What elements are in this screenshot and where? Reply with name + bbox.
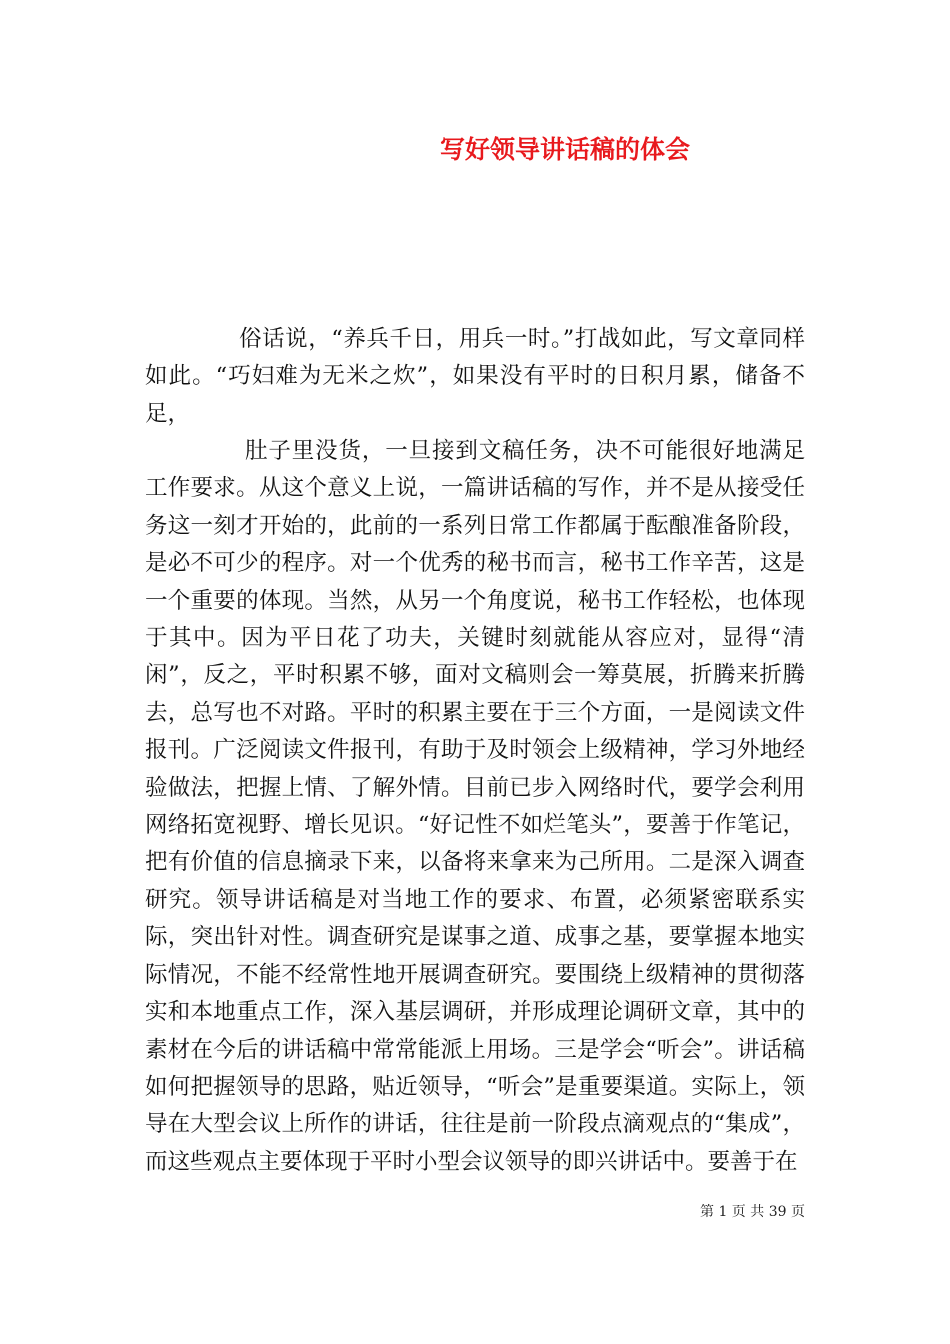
page-number-footer: 第 1 页 共 39 页 [700, 1204, 805, 1220]
body-paragraph-1: 俗话说，“养兵千日，用兵一时。”打战如此，写文章同样如此。“巧妇难为无米之炊”，如果没有平时的日积月累，储备不足， [145, 326, 805, 427]
body-paragraph-2: 肚子里没货，一旦接到文稿任务，决不可能很好地满足工作要求。从这个意义上说，一篇讲话稿的写作，并不是从接受任务这一刻才开始的，此前的一系列日常工作都属于酝酿准备阶段，是必不可少的程序。对一个优秀的秘书而言，秘书工作辛苦，这是一个重要的体现。当然，从另一个角度说，秘书工作轻松，也体现于其中。因为平日花了功夫，关键时刻就能从容应对，显得“清闲”，反之，平时积累不够，面对文稿则会一筹莫展，折腾来折腾去，总写也不对路。平时的积累主要在于三个方面，一是阅读文件报刊。广泛阅读文件报刊，有助于及时领会上级精神，学习外地经验做法，把握上情、了解外情。目前已步入网络时代，要学会利用网络拓宽视野、增长见识。“好记性不如烂笔头”，要善于作笔记，把有价值的信息摘录下来，以备将来拿来为己所用。二是深入调查研究。领导讲话稿是对当地工作的要求、布置，必须紧密联系实际，突出针对性。调查研究是谋事之道、成事之基，要掌握本地实际情况，不能不经常性地开展调查研究。要围绕上级精神的贯彻落实和本地重点工作，深入基层调研，并形成理论调研文章，其中的素材在今后的讲话稿中常常能派上用场。三是学会“听会”。讲话稿如何把握领导的思路，贴近领导，“听会”是重要渠道。实际上，领导在大型会议上所作的讲话，往往是前一阶段点滴观点的“集成”，而这些观点主要体现于平时小型会议领导的即兴讲话中。要善于在 [145, 438, 805, 1175]
document-title: 写好领导讲话稿的体会 [440, 135, 691, 164]
